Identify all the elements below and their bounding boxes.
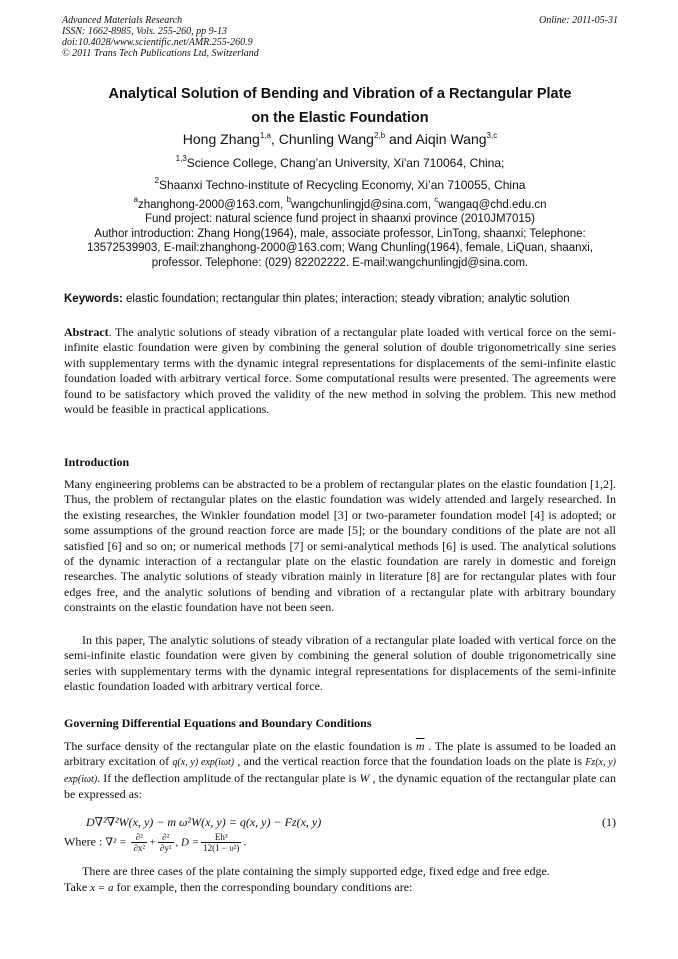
paper-title <box>62 82 618 130</box>
take-text-1: Take <box>64 880 91 894</box>
affiliation-1-text: Science College, Chang’an University, Xi'an 710064, China; <box>186 156 505 170</box>
email-a: zhanghong-2000@163.com, <box>137 199 287 211</box>
email-line <box>62 195 618 212</box>
doi-line: doi:10.4028/www.scientific.net/AMR.255-260.9 <box>62 37 253 48</box>
fraction-dx-den: ∂x² <box>133 843 146 853</box>
abstract-text: . The analytic solutions of steady vibration of a rectangular plate loaded with vertical force on the semi-infinite elastic foundation were given by combining the general solution of double trigonometrically sine series with supplementary terms with the dynamic integral representations for displacements of the semi-infinite elastic foundation loaded with arbitrary vertical force. Some computational results were presented. The agreements were found to be satisfactory which proved the validity of the new method in solving the problem. This new method would be feasible in practical applications. <box>64 325 616 417</box>
introduction-paragraph-2: In this paper, The analytic solutions of steady vibration of a rectangular plate loaded with vertical force on the semi-infinite elastic foundation were given by combining the general solution of double trigonometrically sine series with supplementary terms with the dynamic integral representations for displacements of the semi-infinite elastic foundation loaded with arbitrary vertical force. <box>64 633 616 694</box>
affiliation-1-sup: 1,3 <box>175 154 187 163</box>
take-text-2: for example, then the corresponding boundary conditions are: <box>113 880 413 894</box>
author-2-sup: 2,b <box>373 131 386 140</box>
affiliation-1 <box>62 156 618 170</box>
issn-line: ISSN: 1662-8985, Vols. 255-260, pp 9-13 <box>62 26 227 37</box>
fraction-dy <box>158 832 174 853</box>
journal-header <box>62 15 618 59</box>
author-1-sup: 1,a <box>259 131 271 140</box>
governing-paragraph <box>64 739 616 803</box>
laplacian-symbol: ∇² = <box>105 836 127 849</box>
keywords <box>64 292 620 306</box>
where-label: Where : <box>64 834 103 849</box>
affiliation-2-text: Shaanxi Techno-institute of Recycling Economy, Xi’an 710055, China <box>159 178 526 192</box>
governing-text-5: , the dynamic equation of the rectangular plate can be expressed as: <box>64 770 616 802</box>
author-2: , Chunling Wang <box>270 131 374 147</box>
governing-text-3: , and the vertical reaction force that the foundation loads on the plate is <box>234 754 586 769</box>
fraction-rigidity <box>201 832 241 853</box>
fraction-rigidity-den: 12(1 − υ²) <box>203 843 240 853</box>
title-line-1: Analytical Solution of Bending and Vibration of a Rectangular Plate <box>108 86 572 102</box>
introduction-paragraph-1: Many engineering problems can be abstracted to be a problem of rectangular plates on the elastic foundation [1,2]. Thus, the problem of rectangular plates on the elastic foundation was widely attended and largely researched. In the existing researches, the Winkler foundation model [3] or two-parameter foundation model [4] is adopted; or some assumptions of the ground reaction force are made [5]; or the boundary conditions of the plate are not all satisfied [6] and so on; or numerical methods [7] or semi-analytical methods [6] is used. The analytical solutions of the dynamic interaction of a rectangular plate on the elastic foundation are rarely in domestic and foreign researches. The analytic solutions of steady vibration mainly in literature [8] are for rectangular plates with four edges free, and the analytic solutions of bending and vibration of a rectangular plate with arbitrary boundary constraints on the elastic foundation have not been seen. <box>64 477 616 615</box>
keywords-text: elastic foundation; rectangular thin plates; interaction; steady vibration; analytic solution <box>122 293 570 305</box>
deflection-symbol: W <box>359 770 370 785</box>
rigidity-symbol: , D = <box>175 836 200 849</box>
copyright-line: © 2011 Trans Tech Publications Ltd, Switzerland <box>62 48 259 59</box>
author-list <box>62 130 618 148</box>
journal-name: Advanced Materials Research <box>62 15 183 26</box>
equation-1-body: D∇²∇²W(x, y) − m ω²W(x, y) = q(x, y) − Fz(x, y) <box>86 815 322 829</box>
equation-1-number: (1) <box>602 815 616 829</box>
title-line-2: on the Elastic Foundation <box>251 110 429 126</box>
introduction-heading: Introduction <box>64 455 130 469</box>
abstract <box>64 325 616 417</box>
excitation-symbol: q(x, y) exp(iωt) <box>172 757 235 769</box>
governing-text-2: . The plate is assumed to be loaded an arbitrary excitation of <box>64 739 616 769</box>
governing-equations-heading: Governing Differential Equations and Boundary Conditions <box>64 716 372 730</box>
fund-project: Fund project: natural science fund project in shaanxi province (2010JM7015) <box>145 213 535 226</box>
fraction-dy-num: ∂² <box>158 832 174 843</box>
cases-text: There are three cases of the plate containing the simply supported edge, fixed edge and free edge. <box>82 864 550 878</box>
abstract-label: Abstract <box>64 325 109 339</box>
cases-paragraph <box>64 864 616 879</box>
author-introduction: Author introduction: Zhang Hong(1964), male, associate professor, LinTong, shaanxi; Telephone: 13572539903, E-mail:zhanghong-2000@163.com; Wang Chunling(1964), female, LiQuan, shaanxi, professor. Telephone: (029) 82202222. E-mail:wangchunlingjd@sina.com. <box>86 227 594 269</box>
surface-density-symbol: $\overline{m}$ <box>415 739 425 753</box>
fraction-dy-den: ∂y² <box>159 843 172 853</box>
contact-block <box>62 195 618 270</box>
email-c: wangaq@chd.edu.cn <box>438 199 547 211</box>
email-b: wangchunlingjd@sina.com, <box>290 199 435 211</box>
governing-text-1: The surface density of the rectangular plate on the elastic foundation is <box>64 739 416 753</box>
author-1: Hong Zhang <box>182 131 260 147</box>
fraction-dx <box>131 832 147 853</box>
affiliation-2-sup: 2 <box>154 176 159 185</box>
online-date: Online: 2011-05-31 <box>539 15 618 26</box>
email-b-sup: b <box>286 195 291 204</box>
governing-text-4: . If the deflection amplitude of the rectangular plate is <box>97 770 360 785</box>
keywords-label: Keywords: <box>64 293 123 305</box>
take-symbol: x = a <box>90 882 114 894</box>
author-3-sup: 3,c <box>486 131 498 140</box>
reaction-force-symbol: Fz(x, y) exp(iωt) <box>64 757 616 785</box>
equation-1 <box>86 815 616 830</box>
fraction-dx-num: ∂² <box>131 832 147 843</box>
affiliation-2 <box>62 178 618 192</box>
email-a-sup: a <box>133 195 138 204</box>
where-clause: Where : ∇² = $\frac{\text{∂²}}{\text{∂x²}}$ + $\frac{\text{∂²}}{\text{∂y²}}$ , D = $\frac{\text{Eh³}}{\text{12(1 − υ²)}}$ . <box>64 832 247 853</box>
take-line <box>64 880 616 896</box>
author-3: and Aiqin Wang <box>385 131 487 147</box>
fraction-rigidity-num: Eh³ <box>201 832 241 843</box>
email-c-sup: c <box>434 195 439 204</box>
